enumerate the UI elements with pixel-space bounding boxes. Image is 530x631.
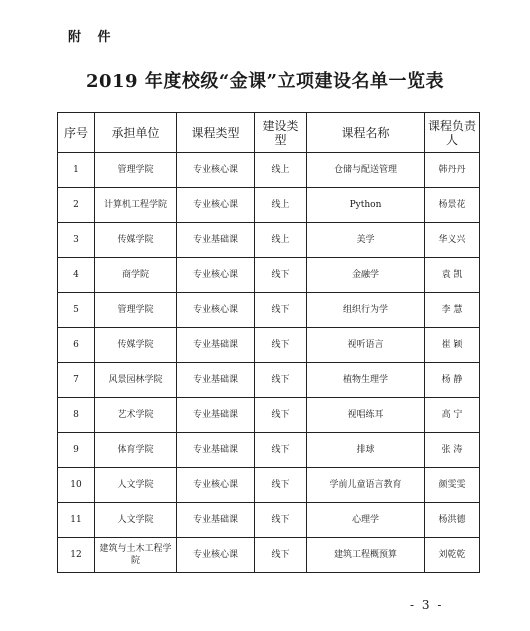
cell-unit: 风景园林学院 [95,363,177,398]
table-header-row [58,113,480,153]
cell-unit: 人文学院 [95,468,177,503]
cell-index: 10 [58,468,95,503]
table-row [58,328,480,363]
cell-course-lead: 杨景花 [425,188,480,223]
cell-index: 2 [58,188,95,223]
cell-course-name: 组织行为学 [307,293,425,328]
cell-course-name: Python [307,188,425,223]
cell-course-type: 专业基础课 [177,433,255,468]
page-number: - 3 - [410,598,444,612]
cell-course-name: 美学 [307,223,425,258]
cell-course-name: 植物生理学 [307,363,425,398]
cell-course-lead: 韩丹丹 [425,153,480,188]
cell-index: 8 [58,398,95,433]
cell-course-type: 专业核心课 [177,188,255,223]
header-course-name: 课程名称 [307,113,425,153]
cell-build-type: 线下 [255,538,307,573]
cell-index: 3 [58,223,95,258]
cell-build-type: 线上 [255,188,307,223]
cell-course-type: 专业基础课 [177,328,255,363]
header-course-type: 课程类型 [177,113,255,153]
cell-build-type: 线下 [255,503,307,538]
table-row [58,503,480,538]
cell-course-name: 排球 [307,433,425,468]
cell-course-name: 视唱练耳 [307,398,425,433]
cell-course-name: 心理学 [307,503,425,538]
table-body [58,153,480,573]
cell-course-type: 专业核心课 [177,153,255,188]
cell-course-lead: 杨 静 [425,363,480,398]
cell-unit: 计算机工程学院 [95,188,177,223]
cell-build-type: 线下 [255,328,307,363]
cell-unit: 管理学院 [95,153,177,188]
cell-build-type: 线下 [255,293,307,328]
course-list-table [57,112,480,573]
cell-course-name: 仓储与配送管理 [307,153,425,188]
cell-course-type: 专业核心课 [177,468,255,503]
table-row [58,153,480,188]
table-row [58,188,480,223]
cell-course-type: 专业核心课 [177,293,255,328]
cell-index: 4 [58,258,95,293]
cell-course-lead: 张 涛 [425,433,480,468]
cell-unit: 艺术学院 [95,398,177,433]
cell-course-name: 学前儿童语言教育 [307,468,425,503]
cell-index: 7 [58,363,95,398]
cell-course-type: 专业基础课 [177,223,255,258]
cell-course-name: 金融学 [307,258,425,293]
cell-course-lead: 袁 凯 [425,258,480,293]
cell-unit: 传媒学院 [95,328,177,363]
cell-build-type: 线下 [255,468,307,503]
table-row [58,363,480,398]
cell-unit: 建筑与土木工程学院 [95,538,177,573]
cell-course-name: 建筑工程概预算 [307,538,425,573]
cell-build-type: 线上 [255,223,307,258]
cell-course-type: 专业基础课 [177,398,255,433]
document-title: 2019 年度校级“金课”立项建设名单一览表 [85,71,445,92]
header-unit: 承担单位 [95,113,177,153]
cell-build-type: 线下 [255,363,307,398]
attachment-label: 附 件 [68,30,117,45]
cell-course-lead: 崔 颖 [425,328,480,363]
cell-index: 12 [58,538,95,573]
table-row [58,398,480,433]
cell-course-lead: 颜雯雯 [425,468,480,503]
cell-course-lead: 华义兴 [425,223,480,258]
cell-index: 1 [58,153,95,188]
cell-index: 6 [58,328,95,363]
table-row [58,293,480,328]
cell-build-type: 线上 [255,153,307,188]
header-course-lead: 课程负责人 [425,113,480,153]
header-build-type: 建设类型 [255,113,307,153]
cell-course-name: 视听语言 [307,328,425,363]
table-row [58,433,480,468]
table-row [58,538,480,573]
cell-course-lead: 李 慧 [425,293,480,328]
table-row [58,468,480,503]
table-row [58,223,480,258]
cell-unit: 人文学院 [95,503,177,538]
cell-index: 5 [58,293,95,328]
cell-unit: 商学院 [95,258,177,293]
cell-course-type: 专业核心课 [177,538,255,573]
cell-course-lead: 杨洪德 [425,503,480,538]
cell-unit: 传媒学院 [95,223,177,258]
cell-course-type: 专业核心课 [177,258,255,293]
cell-build-type: 线下 [255,433,307,468]
cell-unit: 管理学院 [95,293,177,328]
cell-course-type: 专业基础课 [177,503,255,538]
cell-course-lead: 刘乾乾 [425,538,480,573]
header-index: 序号 [58,113,95,153]
cell-build-type: 线下 [255,258,307,293]
cell-build-type: 线下 [255,398,307,433]
table-row [58,258,480,293]
cell-index: 11 [58,503,95,538]
cell-unit: 体育学院 [95,433,177,468]
cell-course-lead: 高 宁 [425,398,480,433]
cell-index: 9 [58,433,95,468]
cell-course-type: 专业基础课 [177,363,255,398]
